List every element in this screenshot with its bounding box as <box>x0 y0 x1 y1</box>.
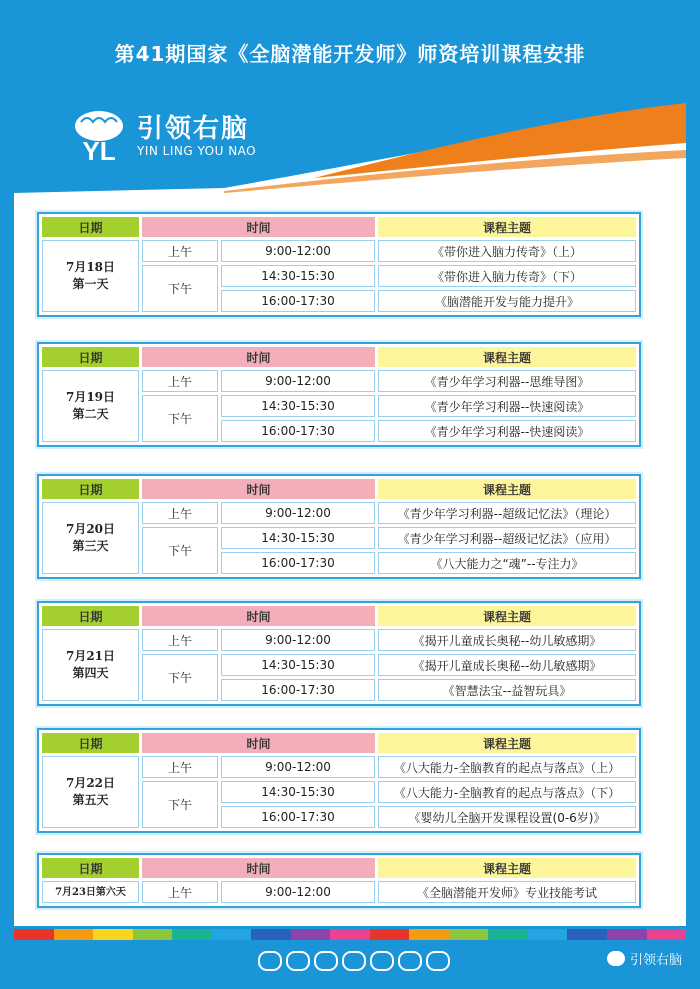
day-label: 第一天 <box>72 277 109 291</box>
day-label: 第二天 <box>72 407 109 421</box>
wechat-icon <box>607 951 625 966</box>
date-cell <box>42 370 139 442</box>
header-date: 日期 <box>42 347 139 367</box>
time-cell: 9:00-12:00 <box>221 240 375 262</box>
header-topic: 课程主题 <box>378 858 636 878</box>
topic-cell: 《带你进入脑力传奇》（下） <box>378 265 636 287</box>
stripe-segment <box>291 929 331 940</box>
brain-logo-icon <box>69 108 129 164</box>
topic-cell: 《揭开儿童成长奥秘--幼儿敏感期》 <box>378 629 636 651</box>
am-label: 上午 <box>142 629 218 651</box>
time-cell: 9:00-12:00 <box>221 370 375 392</box>
topic-cell: 《八大能力-全脑教育的起点与落点》（下） <box>378 781 636 803</box>
schedule-day-4 <box>37 601 641 706</box>
stripe-segment <box>54 929 94 940</box>
topic-cell: 《带你进入脑力传奇》（上） <box>378 240 636 262</box>
topic-cell: 《青少年学习利器--快速阅读》 <box>378 395 636 417</box>
logo <box>69 108 256 164</box>
stripe-segment <box>409 929 449 940</box>
date: 7月18日 <box>65 260 116 274</box>
wechat-name: 引领右脑 <box>629 953 682 968</box>
stripe-segment <box>172 929 212 940</box>
footer-icons <box>258 951 450 971</box>
header-time: 时间 <box>142 217 375 237</box>
time-cell: 16:00-17:30 <box>221 290 375 312</box>
pm-label: 下午 <box>142 654 218 701</box>
schedule-day-2 <box>37 342 641 447</box>
topic-cell: 《八大能力之“魂”--专注力》 <box>378 552 636 574</box>
chat-icon <box>370 951 394 971</box>
header-date: 日期 <box>42 479 139 499</box>
header-time: 时间 <box>142 479 375 499</box>
time-cell: 16:00-17:30 <box>221 806 375 828</box>
wechat-account <box>607 949 682 968</box>
time-cell: 16:00-17:30 <box>221 679 375 701</box>
stripe-segment <box>488 929 528 940</box>
schedule-day-1 <box>37 212 641 317</box>
header-topic: 课程主题 <box>378 606 636 626</box>
chat-icon <box>426 951 450 971</box>
color-stripe <box>14 929 686 940</box>
topic-cell: 《青少年学习利器--思维导图》 <box>378 370 636 392</box>
page-title: 第41期国家《全脑潜能开发师》师资培训课程安排 <box>114 42 586 66</box>
banner <box>14 88 686 193</box>
topic-cell: 《婴幼儿全脑开发课程设置(0-6岁)》 <box>378 806 636 828</box>
header-date: 日期 <box>42 606 139 626</box>
am-label: 上午 <box>142 370 218 392</box>
header-topic: 课程主题 <box>378 347 636 367</box>
pm-label: 下午 <box>142 265 218 312</box>
header-date: 日期 <box>42 217 139 237</box>
chat-icon <box>286 951 310 971</box>
time-cell: 14:30-15:30 <box>221 781 375 803</box>
time-cell: 14:30-15:30 <box>221 654 375 676</box>
time-cell: 16:00-17:30 <box>221 552 375 574</box>
header-topic: 课程主题 <box>378 733 636 753</box>
stripe-segment <box>212 929 252 940</box>
stripe-segment <box>370 929 410 940</box>
stripe-segment <box>528 929 568 940</box>
day-label: 第五天 <box>72 793 109 807</box>
topic-cell: 《智慧法宝--益智玩具》 <box>378 679 636 701</box>
am-label: 上午 <box>142 502 218 524</box>
header-time: 时间 <box>142 606 375 626</box>
topic-cell: 《青少年学习利器--超级记忆法》（应用） <box>378 527 636 549</box>
chat-icon <box>258 951 282 971</box>
time-cell: 14:30-15:30 <box>221 527 375 549</box>
header-topic: 课程主题 <box>378 217 636 237</box>
date-cell <box>42 629 139 701</box>
am-label: 上午 <box>142 881 218 903</box>
topic-cell: 《青少年学习利器--快速阅读》 <box>378 420 636 442</box>
am-label: 上午 <box>142 240 218 262</box>
stripe-segment <box>567 929 607 940</box>
topic-cell: 《揭开儿童成长奥秘--幼儿敏感期》 <box>378 654 636 676</box>
header-time: 时间 <box>142 733 375 753</box>
stripe-segment <box>133 929 173 940</box>
schedule-day-6 <box>37 853 641 908</box>
time-cell: 9:00-12:00 <box>221 629 375 651</box>
stripe-segment <box>449 929 489 940</box>
date-cell <box>42 502 139 574</box>
chat-icon <box>342 951 366 971</box>
time-cell: 14:30-15:30 <box>221 395 375 417</box>
time-cell: 9:00-12:00 <box>221 756 375 778</box>
pm-label: 下午 <box>142 395 218 442</box>
date: 7月21日 <box>65 649 116 663</box>
time-cell: 14:30-15:30 <box>221 265 375 287</box>
time-cell: 9:00-12:00 <box>221 502 375 524</box>
pm-label: 下午 <box>142 781 218 828</box>
header-time: 时间 <box>142 858 375 878</box>
topic-cell: 《青少年学习利器--超级记忆法》（理论） <box>378 502 636 524</box>
header-time: 时间 <box>142 347 375 367</box>
date: 7月19日 <box>65 390 116 404</box>
logo-cn: 引领右脑 <box>137 114 250 144</box>
logo-en: YIN LING YOU NAO <box>137 144 257 158</box>
date: 7月22日 <box>65 776 116 790</box>
pm-label: 下午 <box>142 527 218 574</box>
day-label: 第四天 <box>72 666 109 680</box>
chat-icon <box>314 951 338 971</box>
schedule-day-5 <box>37 728 641 833</box>
chat-icon <box>398 951 422 971</box>
header-date: 日期 <box>42 858 139 878</box>
stripe-segment <box>607 929 647 940</box>
stripe-segment <box>93 929 133 940</box>
time-cell: 16:00-17:30 <box>221 420 375 442</box>
date: 7月20日 <box>65 522 116 536</box>
header-topic: 课程主题 <box>378 479 636 499</box>
stripe-segment <box>14 929 54 940</box>
am-label: 上午 <box>142 756 218 778</box>
time-cell: 9:00-12:00 <box>221 881 375 903</box>
date-cell <box>42 240 139 312</box>
schedule-day-3 <box>37 474 641 579</box>
stripe-segment <box>330 929 370 940</box>
stripe-segment <box>647 929 687 940</box>
header-date: 日期 <box>42 733 139 753</box>
day-label: 第三天 <box>72 539 109 553</box>
topic-cell: 《全脑潜能开发师》专业技能考试 <box>378 881 636 903</box>
stripe-segment <box>251 929 291 940</box>
topic-cell: 《八大能力-全脑教育的起点与落点》（上） <box>378 756 636 778</box>
logo-mark-text: YL <box>82 136 116 164</box>
topic-cell: 《脑潜能开发与能力提升》 <box>378 290 636 312</box>
date-cell: 7月23日第六天 <box>42 881 139 903</box>
date-cell <box>42 756 139 828</box>
